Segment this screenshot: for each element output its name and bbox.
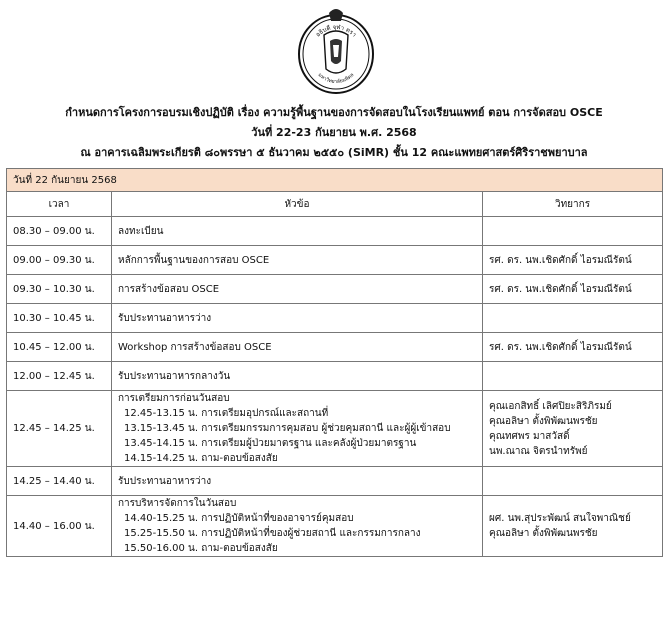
- table-row: [7, 275, 663, 304]
- speaker-name: คุณทศพร มาสวัสดิ์: [489, 430, 570, 442]
- program-title: กำหนดการโครงการอบรมเชิงปฏิบัติ เรื่อง ความรู้พื้นฐานของการจัดสอบในโรงเรียนแพทย์ ตอน การจัดสอบ OSCE: [65, 106, 603, 119]
- speaker-name: คุณเอกสิทธิ์ เลิศปิยะสิริภิรมย์: [489, 400, 612, 412]
- table-header-row: [7, 192, 663, 217]
- table-row: [7, 467, 663, 496]
- table-row: [7, 304, 663, 333]
- time-cell: 08.30 – 09.00 น.: [7, 217, 112, 246]
- topic-cell: [112, 496, 483, 557]
- table-row: [7, 496, 663, 557]
- table-row: [7, 391, 663, 467]
- speaker-cell: [483, 391, 663, 467]
- topic-cell: Workshop การสร้างข้อสอบ OSCE: [112, 333, 483, 362]
- sub-item: 14.40-15.25 น. การปฏิบัติหน้าที่ของอาจารย์คุมสอบ: [124, 513, 354, 524]
- speaker-cell: [483, 217, 663, 246]
- sub-item: 15.50-16.00 น. ถาม-ตอบข้อสงสัย: [124, 543, 278, 554]
- time-cell: 10.45 – 12.00 น.: [7, 333, 112, 362]
- speaker-name: คุณอลิษา ตั้งพิพัฒนพรชัย: [489, 528, 598, 539]
- program-venue: ณ อาคารเฉลิมพระเกียรติ ๘๐พรรษา ๕ ธันวาคม ๒๕๕๐ (SiMR) ชั้น 12 คณะแพทยศาสตร์ศิริราชพยาบาล: [80, 146, 588, 159]
- column-header-time: เวลา: [7, 192, 112, 217]
- mahidol-university-seal-icon: [297, 7, 375, 95]
- logo-bottom-text: มหาวิทยาลัยมหิดล: [316, 72, 356, 86]
- topic-cell: รับประทานอาหารว่าง: [112, 467, 483, 496]
- speaker-cell: [483, 304, 663, 333]
- speaker-name: ผศ. นพ.สุประพัฒน์ สนใจพาณิชย์: [489, 513, 631, 524]
- time-cell: 12.00 – 12.45 น.: [7, 362, 112, 391]
- topic-cell: รับประทานอาหารว่าง: [112, 304, 483, 333]
- speaker-cell: [483, 496, 663, 557]
- topic-cell: หลักการพื้นฐานของการสอบ OSCE: [112, 246, 483, 275]
- table-row: [7, 217, 663, 246]
- time-cell: 12.45 – 14.25 น.: [7, 391, 112, 467]
- sub-item: 13.45-14.15 น. การเตรียมผู้ป่วยมาตรฐาน และคลังผู้ป่วยมาตรฐาน: [124, 438, 417, 449]
- table-row: [7, 333, 663, 362]
- speaker-cell: [483, 362, 663, 391]
- topic-cell: [112, 391, 483, 467]
- schedule-table: [6, 168, 663, 557]
- time-cell: 14.40 – 16.00 น.: [7, 496, 112, 557]
- time-cell: 14.25 – 14.40 น.: [7, 467, 112, 496]
- topic-cell: รับประทานอาหารกลางวัน: [112, 362, 483, 391]
- speaker-cell: รศ. ดร. นพ.เชิดศักดิ์ ไอรมณีรัตน์: [483, 333, 663, 362]
- topic-cell: การสร้างข้อสอบ OSCE: [112, 275, 483, 304]
- topic-title: การเตรียมการก่อนวันสอบ: [118, 393, 230, 404]
- time-cell: 10.30 – 10.45 น.: [7, 304, 112, 333]
- time-cell: 09.30 – 10.30 น.: [7, 275, 112, 304]
- program-dates: วันที่ 22-23 กันยายน พ.ศ. 2568: [251, 126, 417, 139]
- sub-item: 13.15-13.45 น. การเตรียมกรรมการคุมสอบ ผู้ช่วยคุมสถานี และผู้ผู้เข้าสอบ: [124, 423, 451, 434]
- sub-item: 15.25-15.50 น. การปฏิบัติหน้าที่ของผู้ช่วยสถานี และกรรมการกลาง: [124, 528, 421, 539]
- speaker-name: คุณอลิษา ตั้งพิพัฒนพรชัย: [489, 415, 598, 427]
- topic-cell: ลงทะเบียน: [112, 217, 483, 246]
- sub-item: 12.45-13.15 น. การเตรียมอุปกรณ์และสถานที่: [124, 408, 329, 419]
- sub-item: 14.15-14.25 น. ถาม-ตอบข้อสงสัย: [124, 453, 278, 464]
- speaker-name: นพ.ณาณ จิตรนำทรัพย์: [489, 445, 588, 457]
- column-header-speaker: วิทยากร: [483, 192, 663, 217]
- table-row: [7, 246, 663, 275]
- topic-title: การบริหารจัดการในวันสอบ: [118, 498, 237, 509]
- logo-top-text: อธิบดี จุฬา ตรา: [314, 23, 358, 39]
- time-cell: 09.00 – 09.30 น.: [7, 246, 112, 275]
- speaker-cell: รศ. ดร. นพ.เชิดศักดิ์ ไอรมณีรัตน์: [483, 275, 663, 304]
- speaker-cell: [483, 467, 663, 496]
- table-row: [7, 362, 663, 391]
- date-row: [7, 169, 663, 192]
- column-header-topic: หัวข้อ: [112, 192, 483, 217]
- day-label: วันที่ 22 กันยายน 2568: [7, 169, 663, 192]
- speaker-cell: รศ. ดร. นพ.เชิดศักดิ์ ไอรมณีรัตน์: [483, 246, 663, 275]
